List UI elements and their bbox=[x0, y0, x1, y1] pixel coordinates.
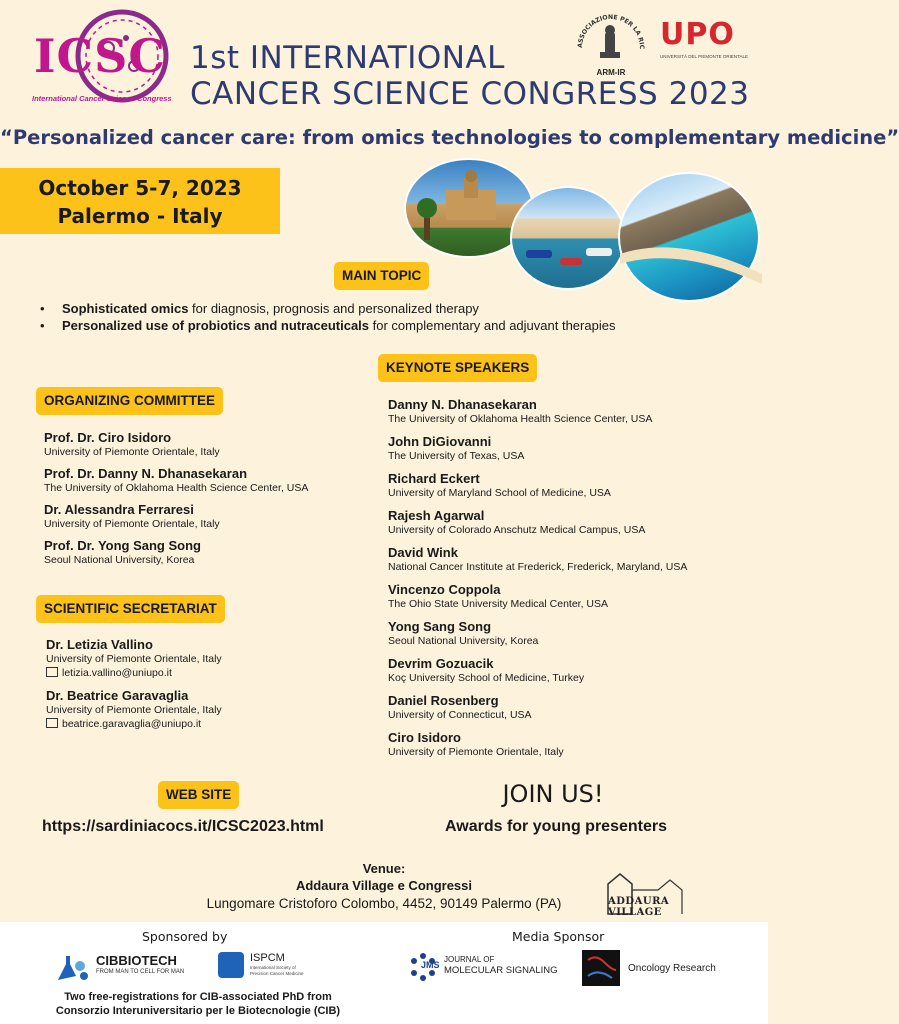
cib-note-line-1: Two free-registrations for CIB-associated PhD from bbox=[64, 991, 332, 1003]
member-email[interactable]: beatrice.garavaglia@uniupo.it bbox=[62, 718, 202, 730]
committee-member bbox=[44, 502, 308, 531]
speaker-name: Vincenzo Coppola bbox=[388, 582, 501, 597]
speaker bbox=[388, 619, 758, 648]
ispcm-tagline: International Society of Precision Cancer Medicine bbox=[250, 965, 304, 976]
speaker-affiliation: University of Piemonte Orientale, Italy bbox=[388, 746, 564, 758]
cib-name: CIBBIOTECH bbox=[96, 953, 177, 968]
venue-address: Lungomare Cristoforo Colombo, 4452, 90149 Palermo (PA) bbox=[206, 896, 562, 911]
organizing-committee-label: ORGANIZING COMMITTEE bbox=[36, 387, 223, 415]
main-topic-label: MAIN TOPIC bbox=[334, 262, 429, 290]
venue-label: Venue: bbox=[362, 861, 406, 876]
armir-label: ARM-IR bbox=[596, 68, 626, 77]
member-affiliation: University of Piemonte Orientale, Italy bbox=[46, 704, 222, 716]
topic-item-text: for complementary and adjuvant therapies bbox=[369, 318, 616, 333]
member-name: Prof. Dr. Danny N. Dhanasekaran bbox=[44, 466, 248, 481]
envelope-icon bbox=[46, 667, 58, 677]
member-affiliation: University of Piemonte Orientale, Italy bbox=[44, 446, 220, 458]
speaker bbox=[388, 508, 758, 537]
jms-abbr: JMS bbox=[421, 960, 440, 970]
member-name: Prof. Dr. Yong Sang Song bbox=[44, 538, 201, 553]
scientific-secretariat-label: SCIENTIFIC SECRETARIAT bbox=[36, 595, 225, 623]
photo-harbour-boats bbox=[510, 186, 626, 290]
sponsored-by-label: Sponsored by bbox=[142, 929, 228, 944]
event-place: Palermo - Italy bbox=[57, 204, 223, 228]
member-email[interactable]: letizia.vallino@uniupo.it bbox=[62, 667, 172, 679]
addaura-logo bbox=[600, 868, 690, 918]
upo-label: UPO bbox=[660, 17, 735, 52]
speaker-affiliation: The University of Oklahoma Health Science Center, USA bbox=[388, 413, 653, 425]
congress-subtitle: “Personalized cancer care: from omics technologies to complementary medicine” bbox=[0, 126, 899, 149]
speaker bbox=[388, 656, 758, 685]
cibbiotech-logo bbox=[54, 950, 204, 984]
committee-member bbox=[44, 538, 308, 567]
topic-item-bold: Personalized use of probiotics and nutraceuticals bbox=[62, 318, 370, 333]
member-name: Prof. Dr. Ciro Isidoro bbox=[44, 430, 172, 445]
armir-ring-text: ASSOCIAZIONE PER LA RIC bbox=[576, 13, 646, 50]
speaker-affiliation: University of Colorado Anschutz Medical Campus, USA bbox=[388, 524, 646, 536]
ispcm-logo bbox=[218, 950, 318, 984]
member-name: Dr. Beatrice Garavaglia bbox=[46, 688, 189, 703]
date-banner bbox=[0, 168, 280, 234]
member-affiliation: University of Piemonte Orientale, Italy bbox=[46, 653, 222, 665]
topic-item-bold: Sophisticated omics bbox=[62, 301, 189, 316]
speaker-affiliation: National Cancer Institute at Frederick, Frederick, Maryland, USA bbox=[388, 561, 688, 573]
flask-icon bbox=[54, 952, 90, 982]
event-date: October 5-7, 2023 bbox=[38, 176, 242, 200]
speaker bbox=[388, 471, 758, 500]
secretariat-member bbox=[46, 688, 222, 731]
ispcm-emblem-icon bbox=[218, 952, 244, 978]
speaker-name: Daniel Rosenberg bbox=[388, 693, 499, 708]
addaura-logo-text: ADDAURA VILLAGE bbox=[608, 896, 670, 918]
organizing-committee-list bbox=[44, 430, 308, 567]
venue-name: Addaura Village e Congressi bbox=[295, 878, 473, 893]
jms-logo bbox=[410, 950, 570, 986]
join-heading: JOIN US! bbox=[502, 780, 604, 808]
member-name: Dr. Letizia Vallino bbox=[46, 637, 153, 652]
envelope-icon bbox=[46, 718, 58, 728]
media-sponsor-label: Media Sponsor bbox=[512, 929, 605, 944]
cib-tagline: FROM MAN TO CELL FOR MAN bbox=[96, 969, 185, 975]
speaker bbox=[388, 693, 758, 722]
speaker-name: John DiGiovanni bbox=[388, 434, 492, 449]
logo-text: ICSC bbox=[34, 29, 166, 83]
topic-item bbox=[40, 317, 615, 334]
speaker-name: Richard Eckert bbox=[388, 471, 480, 486]
title-line-2: CANCER SCIENCE CONGRESS 2023 bbox=[190, 76, 750, 112]
armir-logo bbox=[572, 8, 650, 86]
jms-line-2: MOLECULAR SIGNALING bbox=[444, 965, 558, 976]
member-affiliation: The University of Oklahoma Health Science Center, USA bbox=[44, 482, 309, 494]
topic-item bbox=[40, 300, 615, 317]
member-email-row bbox=[46, 666, 222, 680]
website-label: WEB SITE bbox=[158, 781, 239, 809]
speaker-affiliation: Koç University School of Medicine, Turkey bbox=[388, 672, 585, 684]
committee-member bbox=[44, 466, 308, 495]
photo-mondello-beach bbox=[618, 172, 760, 302]
speaker-name: Danny N. Dhanasekaran bbox=[388, 397, 537, 412]
speaker-affiliation: University of Maryland School of Medicine, USA bbox=[388, 487, 611, 499]
venue-block bbox=[184, 860, 584, 914]
speaker bbox=[388, 582, 758, 611]
speaker bbox=[388, 434, 758, 463]
member-name: Dr. Alessandra Ferraresi bbox=[44, 502, 194, 517]
speaker-affiliation: University of Connecticut, USA bbox=[388, 709, 532, 721]
speaker-affiliation: The University of Texas, USA bbox=[388, 450, 525, 462]
keynote-speaker-list bbox=[388, 397, 758, 759]
jms-line-1: JOURNAL OF bbox=[444, 955, 495, 964]
ispcm-name: ISPCM bbox=[250, 952, 285, 964]
speaker-name: Devrim Gozuacik bbox=[388, 656, 494, 671]
topic-item-text: for diagnosis, prognosis and personalized therapy bbox=[188, 301, 479, 316]
speaker-affiliation: Seoul National University, Korea bbox=[388, 635, 539, 647]
speaker-name: Rajesh Agarwal bbox=[388, 508, 485, 523]
join-subheading: Awards for young presenters bbox=[445, 818, 667, 835]
speaker bbox=[388, 730, 758, 759]
cib-note-line-2: Consorzio Interuniversitario per le Biotecnologie (CIB) bbox=[55, 1005, 341, 1017]
speaker bbox=[388, 545, 758, 574]
oncology-research-label: Oncology Research bbox=[628, 963, 716, 974]
speaker-affiliation: The Ohio State University Medical Center, USA bbox=[388, 598, 609, 610]
upo-caption: UNIVERSITÀ DEL PIEMONTE ORIENTALE bbox=[660, 54, 749, 59]
member-affiliation: Seoul National University, Korea bbox=[44, 554, 195, 566]
speaker bbox=[388, 397, 758, 426]
website-url[interactable]: https://sardiniacocs.it/ICSC2023.html bbox=[42, 818, 324, 835]
keynote-speakers-label: KEYNOTE SPEAKERS bbox=[378, 354, 537, 382]
member-email-row bbox=[46, 717, 222, 731]
secretariat-list bbox=[46, 637, 222, 731]
icsc-logo bbox=[30, 8, 180, 108]
secretariat-member bbox=[46, 637, 222, 680]
logo-caption: International Cancer Science Congress bbox=[32, 94, 172, 103]
cib-note bbox=[18, 990, 378, 1018]
speaker-name: David Wink bbox=[388, 545, 458, 560]
upo-logo bbox=[660, 18, 752, 74]
title-line-1: 1st INTERNATIONAL bbox=[190, 40, 505, 76]
oncology-research-cover bbox=[582, 950, 620, 986]
speaker-name: Ciro Isidoro bbox=[388, 730, 461, 745]
committee-member bbox=[44, 430, 308, 459]
speaker-name: Yong Sang Song bbox=[388, 619, 492, 634]
main-topic-list bbox=[40, 300, 615, 334]
member-affiliation: University of Piemonte Orientale, Italy bbox=[44, 518, 220, 530]
